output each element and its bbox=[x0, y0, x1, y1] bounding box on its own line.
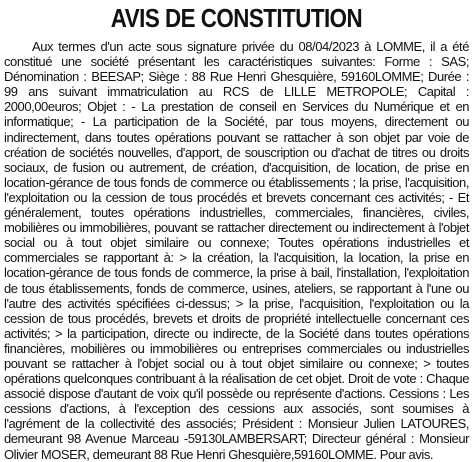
notice-body: Aux termes d'un acte sous signature privée du 08/04/2023 à LOMME, il a été constitué une société présentant les caractéristiques suivantes: Forme : SAS; Dénomination : BEESAP; Siège : 88 Rue Henri Ghesquière, 59160LOMME; Durée : 99 ans suivant immatriculation au RCS de LILLE METROPOLE; Capital : 2000,00euros; Objet : - La prestation de conseil en Services du Numérique et en informatique; - La participation de la Société, par tous moyens, directement ou indirectement, dans toutes opérations pouvant se rattacher à son objet par voie de création de sociétés nouvelles, d'apport, de souscription ou d'achat de titres ou droits sociaux, de fusion ou autrement, de création, d'acquisition, de location, de prise en location-gérance de tous fonds de commerce ou établissements ; la prise, l'acquisition, l'exploitation ou la cession de tous procédés et brevets concernant ces activités; - Et généralement, toutes opérations industrielles, commerciales, financières, civiles, mobilières ou immobilières, pouvant se rattacher directement ou indirectement à l'objet social ou à tout objet similaire ou connexe; Toutes opérations industrielles et commerciales se rapportant à: > la création, la l'acquisition, la location, la prise en location-gérance de tous fonds de commerce, la prise à bail, l'installation, l'exploitation de tous établissements, fonds de commerce, usines, ateliers, se rapportant à l'une ou l'autre des activités spécifiées ci-dessus; > la prise, l'acquisition, l'exploitation ou la cession de tous procédés, brevets et droits de propriété intellectuelle concernant ces activités; > la participation, directe ou indirecte, de la Société dans toutes opérations financières, mobilières ou immobilières ou entreprises commerciales ou industrielles pouvant se rattacher à l'objet social ou à tout objet similaire ou connexe; > toutes opérations quelconques contribuant à la réalisation de cet objet. Droit de vote : Chaque associé dispose d'autant de voix qu'il possède ou représente d'actions. Cessions : Les cessions d'actions, à l'exception des cessions aux associés, sont soumises à l'agrément de la collectivité des associés; Président : Monsieur Julien LATOURES, demeurant 98 Avenue Marceau -59130LAMBERSART; Directeur général : Monsieur Olivier MOSER, demeurant 88 Rue Henri Ghesquière,59160LOMME. Pour avis. bbox=[4, 39, 469, 462]
notice-title: AVIS DE CONSTITUTION bbox=[110, 3, 363, 33]
